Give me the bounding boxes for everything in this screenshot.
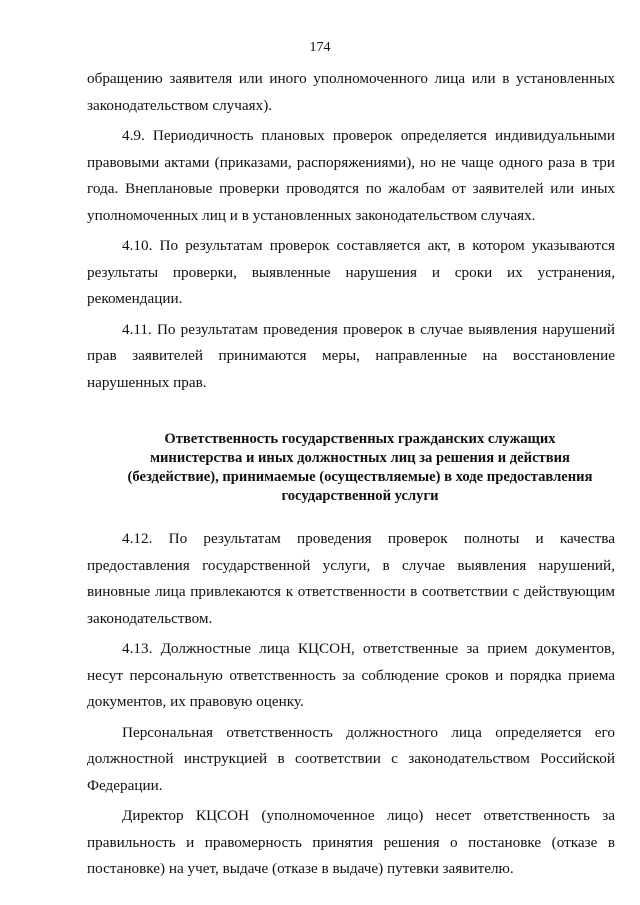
paragraph-personal-responsibility: Персональная ответственность должностного лица определяется его должностной инструкцией в соответствии с законодательством Российской Федерации. bbox=[87, 723, 615, 794]
document-body bbox=[87, 66, 615, 887]
paragraph-4-11: 4.11. По результатам проведения проверок в случае выявления нарушений прав заявителей принимаются меры, направленные на восстановление нарушенных прав. bbox=[87, 320, 615, 391]
paragraph-4-9: 4.9. Периодичность плановых проверок определяется индивидуальными правовыми актами (приказами, распоряжениями), но не чаще одного раза в три года. Внеплановые проверки проводятся по жалобам от заявителей или иных уполномоченных лиц и в установленных законодательством случаях. bbox=[87, 127, 615, 224]
paragraph-4-13: 4.13. Должностные лица КЦСОН, ответственные за прием документов, несут персональную ответственность за соблюдение сроков и порядка приема документов, их правовую оценку. bbox=[87, 640, 615, 710]
paragraph-continuation: обращению заявителя или иного уполномоченного лица или в установленных законодательством случаях). bbox=[87, 70, 615, 114]
paragraph-4-12: 4.12. По результатам проведения проверок полноты и качества предоставления государственной услуги, в случае выявления нарушений, виновные лица привлекаются к ответственности в соответствии с действующим законодательством. bbox=[87, 530, 615, 627]
paragraph-4-10: 4.10. По результатам проверок составляется акт, в котором указываются результаты проверки, выявленные нарушения и сроки их устранения, рекомендации. bbox=[87, 237, 615, 307]
section-heading: Ответственность государственных гражданских служащих министерства и иных должностных лиц за решения и действия (бездействие), принимаемые (осуществляемые) в ходе предоставления государственной услуги bbox=[127, 431, 593, 504]
page-number: 174 bbox=[309, 40, 331, 55]
paragraph-director-responsibility: Директор КЦСОН (уполномоченное лицо) несет ответственность за правильность и правомерность принятия решения о постановке (отказе в постановке) на учет, выдаче (отказе в выдаче) путевки заявителю. bbox=[87, 807, 615, 877]
